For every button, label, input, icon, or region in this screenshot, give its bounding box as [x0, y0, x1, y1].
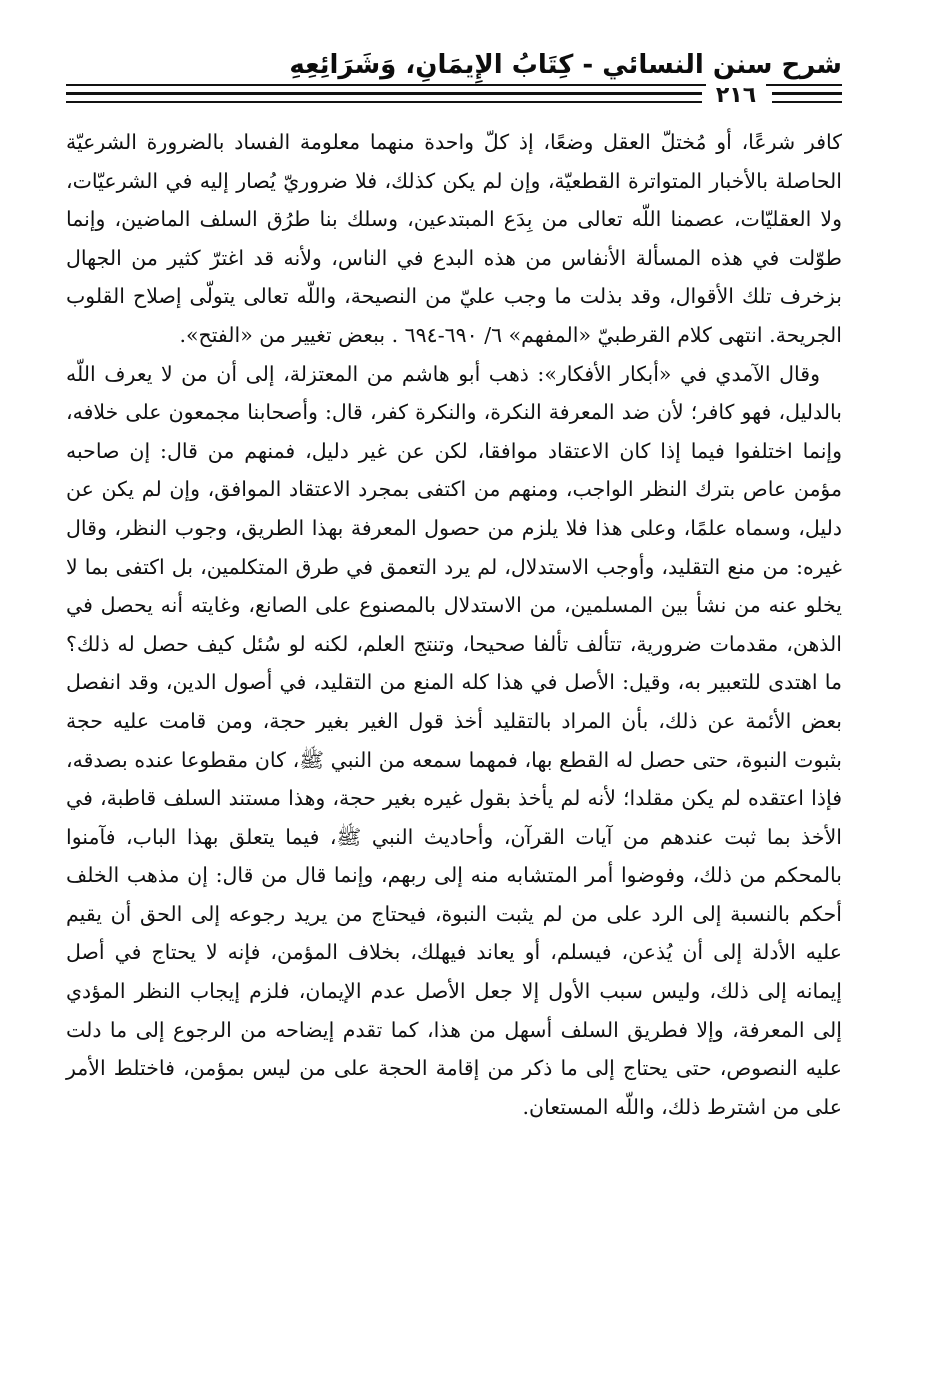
running-title: شرح سنن النسائي - كِتَابُ الإِيمَانِ، وَشَرَائِعِهِ — [289, 50, 842, 80]
page-number: ٢١٦ — [706, 82, 766, 110]
page-header — [66, 48, 842, 108]
body-text — [66, 123, 842, 1126]
paragraph: وقال الآمدي في «أبكار الأفكار»: ذهب أبو هاشم من المعتزلة، إلى أن من لا يعرف اللّه بالدليل، فهو كافر؛ لأن ضد المعرفة النكرة، والنكرة كفر، قال: وأصحابنا مجمعون على خلافه، وإنما اختلفوا فيما إذا كان الاعتقاد موافقا، لكن عن غير دليل، فمنهم من قال: إن صاحبه مؤمن عاص بترك النظر الواجب، ومنهم من اكتفى بمجرد الاعتقاد الموافق، وإن لم يكن عن دليل، وسماه علمًا، وعلى هذا فلا يلزم من حصول المعرفة بهذا الطريق، وجوب النظر، وقال غيره: من منع التقليد، وأوجب الاستدلال، لم يرد التعمق في طرق المتكلمين، بل اكتفى بما لا يخلو عنه من نشأ بين المسلمين، من الاستدلال بالمصنوع على الصانع، وغايته أنه يحصل في الذهن، مقدمات ضرورية، تتألف تألفا صحيحا، وتنتج العلم، لكنه لو سُئل كيف حصل له ذلك؟ ما اهتدى للتعبير به، وقيل: الأصل في هذا كله المنع من التقليد، في أصول الدين، وقد انفصل بعض الأئمة عن ذلك، بأن المراد بالتقليد أخذ قول الغير بغير حجة، ومن قامت عليه حجة بثبوت النبوة، حتى حصل له القطع بها، فمهما سمعه من النبي ﷺ، كان مقطوعا عنده بصدقه، فإذا اعتقده لم يكن مقلدا؛ لأنه لم يأخذ بقول غيره بغير حجة، وهذا مستند السلف قاطبة، في الأخذ بما ثبت عندهم من آيات القرآن، وأحاديث النبي ﷺ، فيما يتعلق بهذا الباب، فآمنوا بالمحكم من ذلك، وفوضوا أمر المتشابه منه إلى ربهم، وإنما قال من قال: إن مذهب الخلف أحكم بالنسبة إلى الرد على من لم يثبت النبوة، فيحتاج من يريد رجوعه إلى الحق أن يقيم عليه الأدلة إلى أن يُذعن، فيسلم، أو يعاند فيهلك، بخلاف المؤمن، فإنه لا يحتاج في أصل إيمانه إلى ذلك، وليس سبب الأول إلا جعل الأصل عدم الإيمان، فلزم إيجاب النظر المؤدي إلى المعرفة، وإلا فطريق السلف أسهل من هذا، كما تقدم إيضاحه من الرجوع إلى ما دلت عليه النصوص، حتى يحتاج إلى ما ذكر من إقامة الحجة على من ليس بمؤمن، فاختلط الأمر على من اشترط ذلك، واللّه المستعان. — [66, 361, 842, 1119]
header-rule-double — [66, 92, 702, 103]
header-rule-short — [772, 92, 842, 103]
paragraph: كافر شرعًا، أو مُختلّ العقل وضعًا، إذ كلّ واحدة منهما معلومة الفساد بالضرورة الشرعيّة الحاصلة بالأخبار المتواترة القطعيّة، وإن لم يكن كذلك، فلا ضروريّ يُصار إليه في الشرعيّات، ولا العقليّات، عصمنا اللّه تعالى من بِدَع المبتدعين، وسلك بنا طرُق السلف الماضين، وإنما طوّلت في هذه المسألة الأنفاس من هذه البدع في الناس، ولأنه قد اغترّ كثير من الجهال بزخرف تلك الأقوال، وقد بذلت ما وجب عليّ من النصيحة، واللّه تعالى يتولّى إصلاح القلوب الجريحة. انتهى كلام القرطبيّ «المفهم» ٦/ ٦٩٠-٦٩٤ . ببعض تغيير من «الفتح». — [66, 130, 842, 347]
